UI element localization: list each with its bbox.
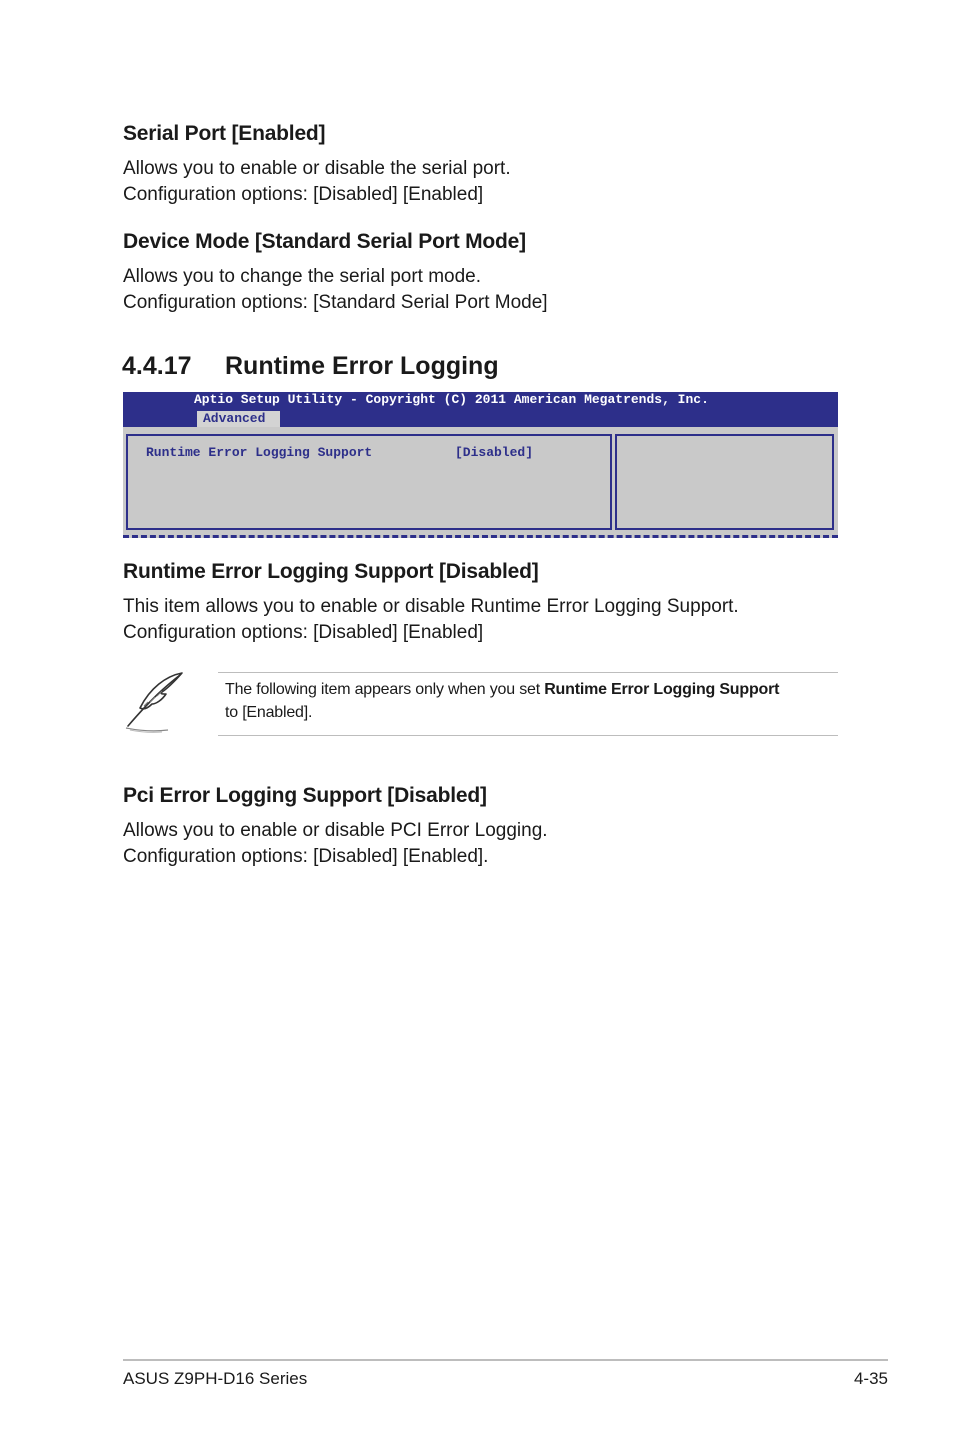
pci-support-line2: Configuration options: [Disabled] [Enabled]. bbox=[123, 846, 489, 867]
bios-screenshot bbox=[123, 392, 838, 538]
serial-port-description bbox=[123, 156, 511, 208]
section-title-text: Runtime Error Logging bbox=[225, 352, 499, 380]
bios-cut-line bbox=[123, 535, 838, 538]
section-title bbox=[122, 352, 499, 381]
runtime-support-line2: Configuration options: [Disabled] [Enabled] bbox=[123, 622, 484, 643]
device-mode-line2: Configuration options: [Standard Serial Port Mode] bbox=[123, 292, 548, 313]
note-bottom-rule bbox=[218, 735, 838, 736]
note-text bbox=[225, 678, 840, 724]
bios-tab-advanced[interactable]: Advanced bbox=[197, 411, 280, 427]
serial-port-line1: Allows you to enable or disable the serial port. bbox=[123, 158, 511, 179]
feather-quill-icon bbox=[122, 670, 186, 734]
note-top-rule bbox=[218, 672, 838, 673]
runtime-support-heading: Runtime Error Logging Support [Disabled] bbox=[123, 560, 539, 583]
device-mode-description bbox=[123, 264, 548, 316]
note-text-after: to [Enabled]. bbox=[225, 704, 313, 721]
runtime-support-line1: This item allows you to enable or disable Runtime Error Logging Support. bbox=[123, 596, 739, 617]
runtime-support-description bbox=[123, 594, 739, 646]
bios-settings-panel bbox=[126, 434, 612, 530]
bios-item-runtime-error-logging[interactable]: Runtime Error Logging Support bbox=[146, 445, 373, 460]
footer-rule bbox=[123, 1359, 888, 1361]
pci-support-line1: Allows you to enable or disable PCI Error Logging. bbox=[123, 820, 548, 841]
bios-header-bar bbox=[123, 392, 838, 427]
bios-item-value[interactable]: [Disabled] bbox=[455, 445, 534, 460]
section-number: 4.4.17 bbox=[122, 352, 192, 380]
pci-support-description bbox=[123, 818, 548, 870]
device-mode-heading: Device Mode [Standard Serial Port Mode] bbox=[123, 230, 526, 253]
bios-help-panel bbox=[615, 434, 834, 530]
note-text-bold: Runtime Error Logging Support bbox=[544, 681, 780, 698]
note-text-before: The following item appears only when you set bbox=[225, 681, 545, 698]
bios-title: Aptio Setup Utility - Copyright (C) 2011 American Megatrends, Inc. bbox=[194, 392, 709, 407]
device-mode-line1: Allows you to change the serial port mode. bbox=[123, 266, 482, 287]
footer-page-number: 4-35 bbox=[853, 1369, 888, 1388]
serial-port-heading: Serial Port [Enabled] bbox=[123, 122, 326, 145]
serial-port-line2: Configuration options: [Disabled] [Enabled] bbox=[123, 184, 484, 205]
footer-product-name: ASUS Z9PH-D16 Series bbox=[123, 1369, 308, 1388]
pci-support-heading: Pci Error Logging Support [Disabled] bbox=[123, 784, 487, 807]
